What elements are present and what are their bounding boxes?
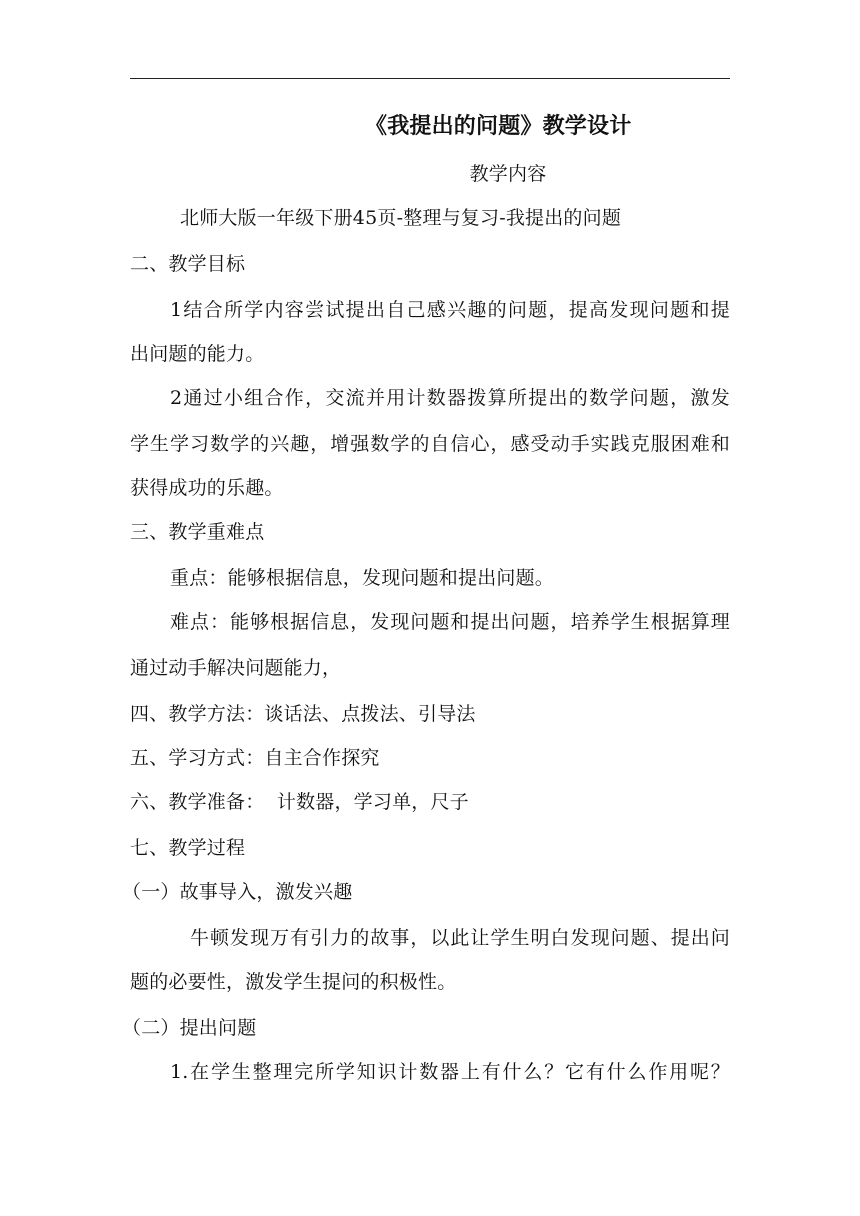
document-title: 《我提出的问题》教学设计 — [365, 113, 632, 139]
header-rule — [130, 78, 730, 79]
content-source: 北师大版一年级下册45页-整理与复习-我提出的问题 — [180, 207, 622, 229]
difficulty-line-2: 通过动手解决问题能力， — [130, 657, 342, 679]
document-subtitle: 教学内容 — [469, 163, 547, 185]
section-prep: 六、教学准备： 计数器，学习单，尺子 — [130, 791, 469, 813]
goal-2-line-1: 2通过小组合作，交流并用计数器拨算所提出的数学问题，激发 — [170, 387, 730, 409]
section-methods: 四、教学方法：谈话法、点拨法、引导法 — [130, 703, 476, 725]
section-goals-heading: 二、教学目标 — [130, 253, 246, 275]
goal-2-line-3: 获得成功的乐趣。 — [130, 477, 284, 499]
goal-1-line-2: 出问题的能力。 — [130, 343, 265, 365]
key-point: 重点：能够根据信息，发现问题和提出问题。 — [170, 567, 555, 589]
part-2-item-1: 1.在学生整理完所学知识计数器上有什么？它有什么作用呢？ — [170, 1061, 730, 1083]
goal-2-line-2: 学生学习数学的兴趣，增强数学的自信心，感受动手实践克服困难和 — [130, 433, 730, 455]
goal-1-line-1: 1结合所学内容尝试提出自己感兴趣的问题，提高发现问题和提 — [170, 299, 730, 321]
section-learning: 五、学习方式：自主合作探究 — [130, 747, 380, 769]
part-2-heading: （二）提出问题 — [122, 1017, 257, 1039]
section-key-heading: 三、教学重难点 — [130, 521, 265, 543]
difficulty-line-1: 难点：能够根据信息，发现问题和提出问题，培养学生根据算理 — [170, 611, 730, 633]
part-1-line-2: 题的必要性，激发学生提问的积极性。 — [130, 971, 457, 993]
section-process-heading: 七、教学过程 — [130, 837, 246, 859]
part-1-line-1: 牛顿发现万有引力的故事，以此让学生明白发现问题、提出问 — [190, 927, 730, 949]
part-1-heading: （一）故事导入，激发兴趣 — [122, 881, 353, 903]
